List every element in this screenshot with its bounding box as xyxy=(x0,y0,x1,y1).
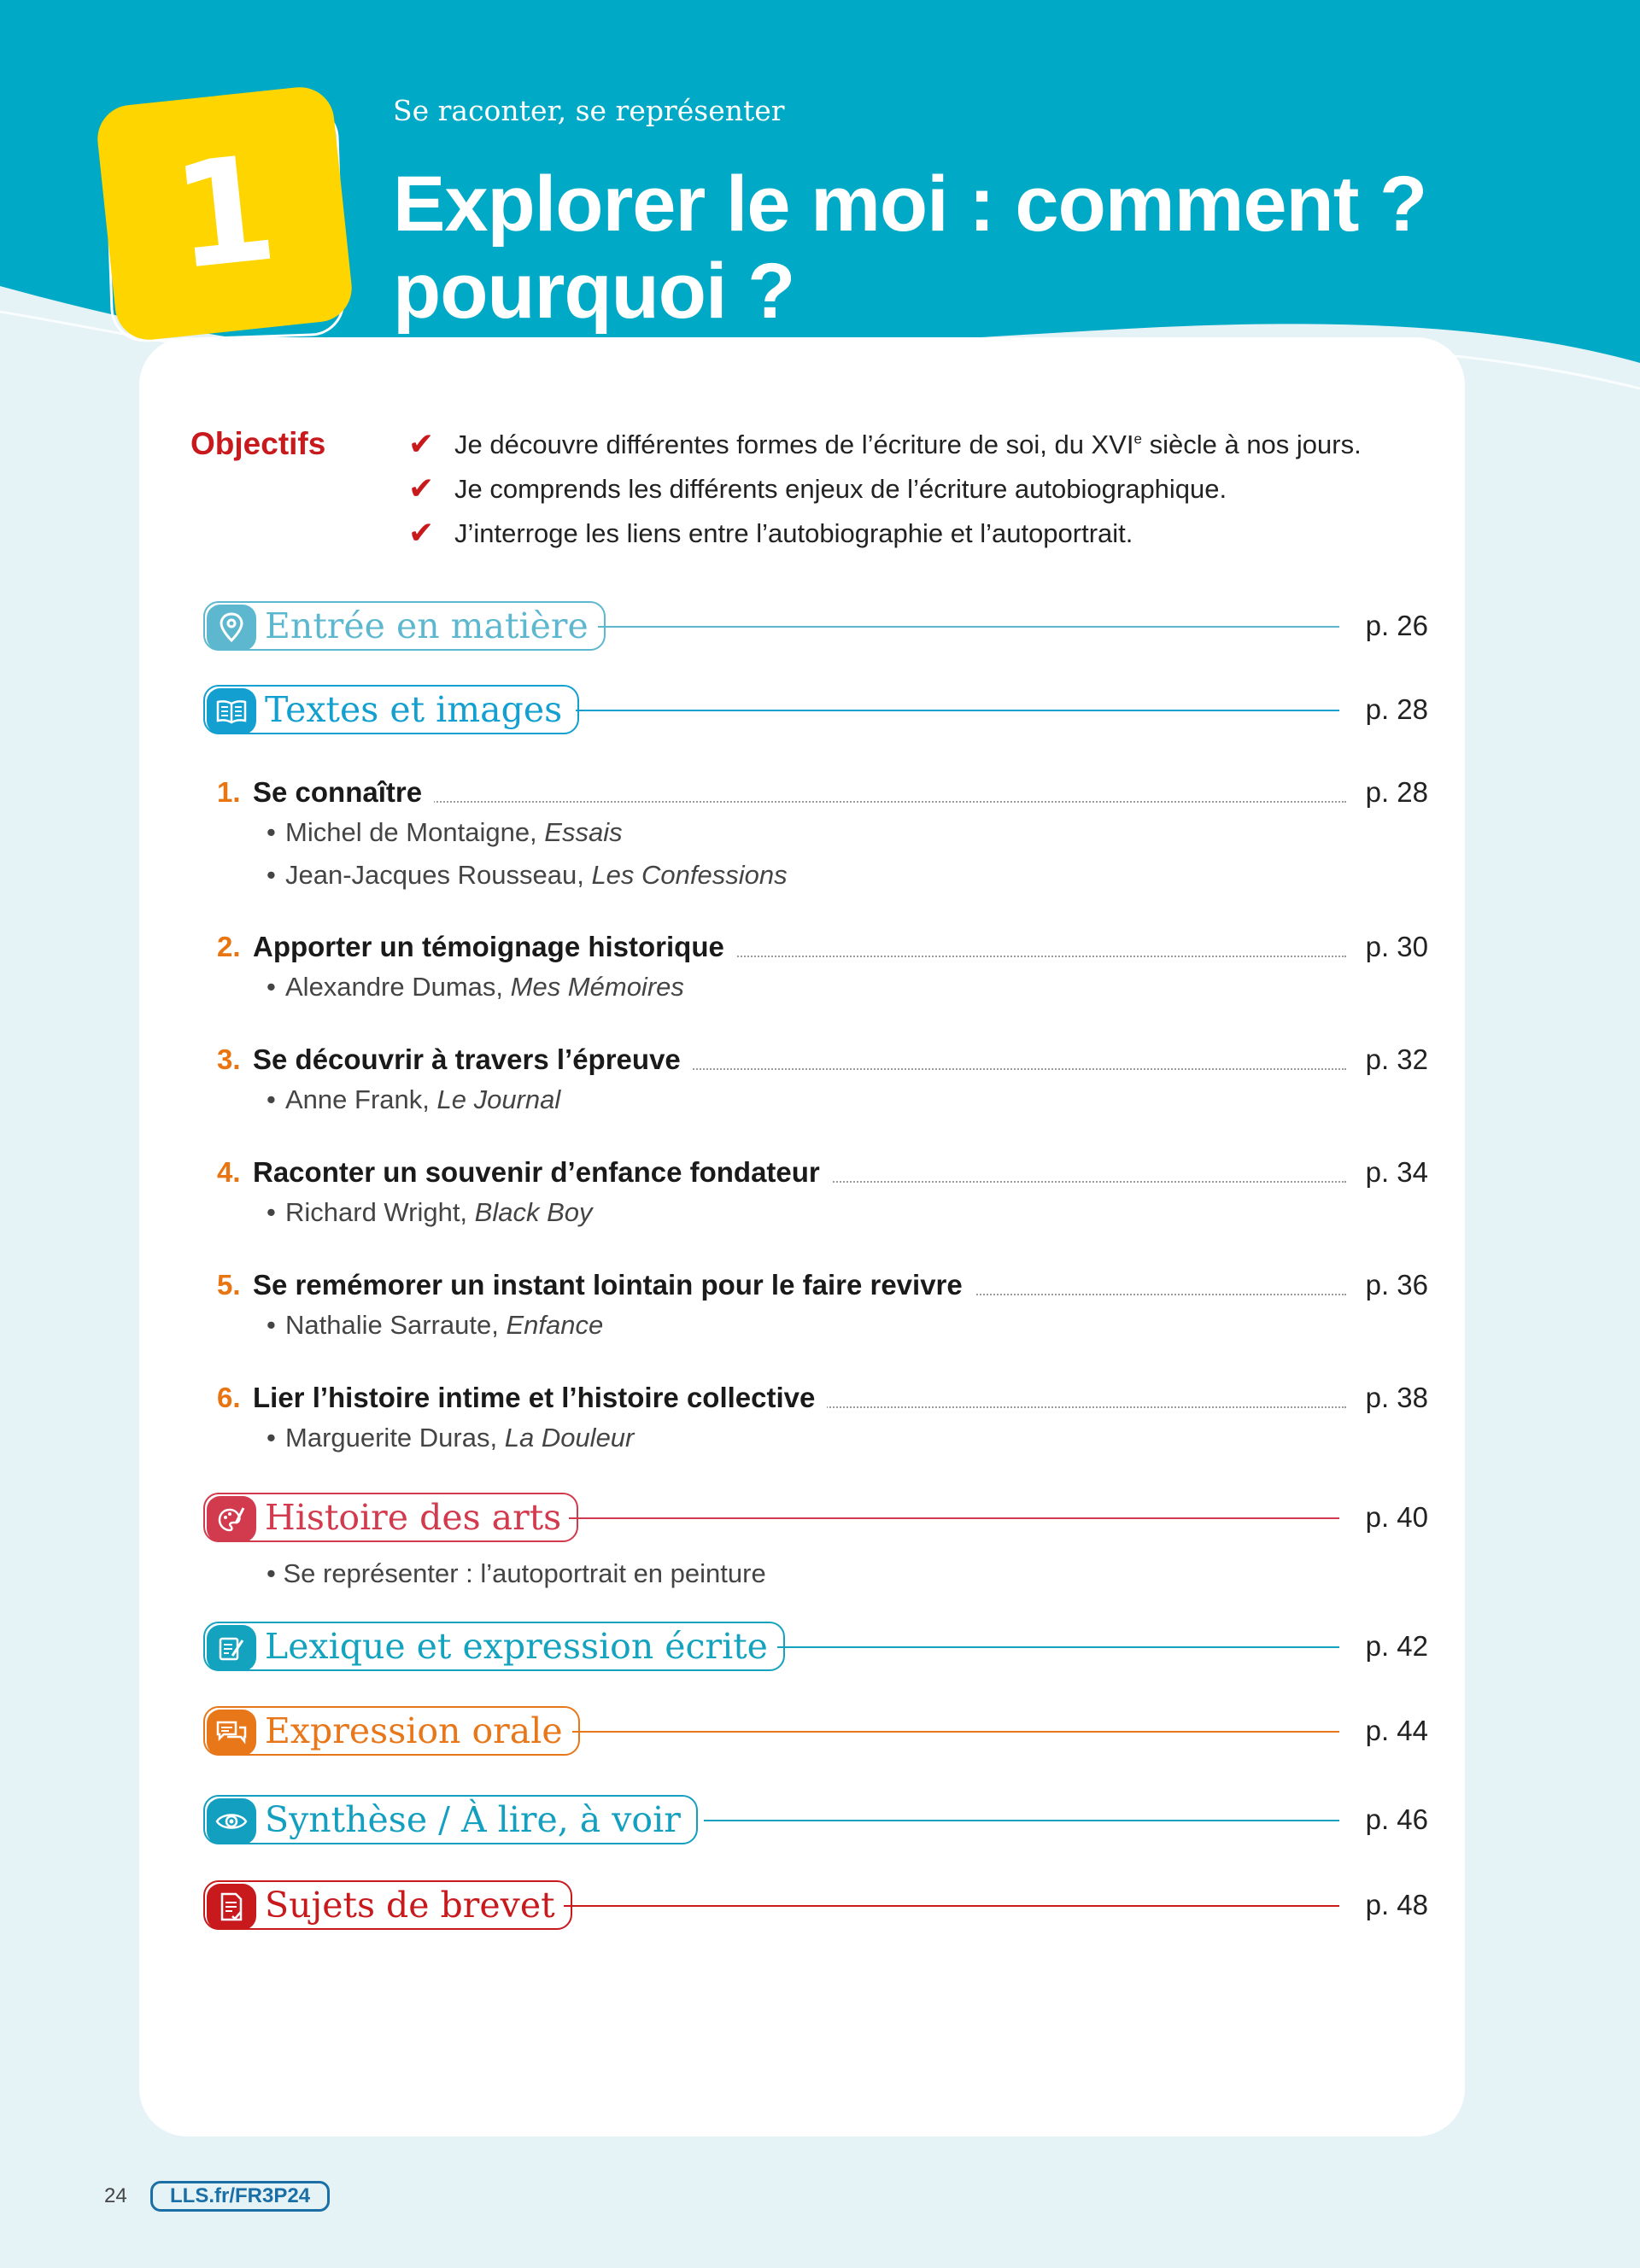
page-ref: p. 44 xyxy=(1365,1715,1428,1746)
section-pill-textes[interactable]: Textes et images xyxy=(203,685,579,734)
entry-title: Raconter un souvenir d’enfance fondateur xyxy=(253,1154,832,1191)
page-ref: p. 48 xyxy=(1365,1889,1428,1920)
section-pill-synthese[interactable]: Synthèse / À lire, à voir xyxy=(203,1795,698,1844)
open-book-icon xyxy=(207,688,256,734)
chapter-title xyxy=(393,161,1426,335)
author-line: • Nathalie Sarraute, Enfance xyxy=(266,1310,604,1340)
toc-section-entree[interactable] xyxy=(203,601,1428,658)
check-icon: ✔ xyxy=(408,516,435,551)
entry-number: 1. xyxy=(217,776,241,808)
palette-icon xyxy=(207,1496,256,1542)
entry-title: Apporter un témoignage historique xyxy=(253,928,736,966)
entry-title: Se découvrir à travers l’épreuve xyxy=(253,1041,693,1078)
page-ref: p. 42 xyxy=(1365,1630,1428,1662)
section-rule xyxy=(564,1905,1339,1907)
entry-number: 5. xyxy=(217,1269,241,1301)
entry-number: 4. xyxy=(217,1156,241,1188)
objective-item: ✔ Je comprends les différents enjeux de l’écriture autobiographique. xyxy=(408,467,1604,511)
chapter-title-line2: pourquoi ? xyxy=(393,248,795,335)
online-link[interactable]: LLS.fr/FR3P24 xyxy=(150,2181,330,2212)
entry-title: Lier l’histoire intime et l’histoire collective xyxy=(253,1379,827,1417)
speech-bubbles-icon xyxy=(207,1710,256,1756)
page-ref: p. 34 xyxy=(1365,1156,1428,1188)
section-pill-orale[interactable]: Expression orale xyxy=(203,1706,580,1756)
entry-title: Se connaître xyxy=(253,774,434,811)
author-line: • Jean-Jacques Rousseau, Les Confessions xyxy=(266,860,788,890)
author-line: • Marguerite Duras, La Douleur xyxy=(266,1423,635,1453)
section-pill-entree[interactable]: Entrée en matière xyxy=(203,601,606,651)
toc-entry-2[interactable] xyxy=(217,928,1428,1008)
chapter-number: 1 xyxy=(165,124,284,303)
entry-number: 3. xyxy=(217,1043,241,1075)
toc-entry-5[interactable] xyxy=(217,1266,1428,1347)
objectives-list xyxy=(408,423,1604,556)
chapter-badge xyxy=(96,84,359,348)
exam-sheet-icon xyxy=(207,1884,256,1930)
page-ref: p. 32 xyxy=(1365,1043,1428,1075)
page-ref: p. 36 xyxy=(1365,1269,1428,1301)
page-ref: p. 28 xyxy=(1365,776,1428,808)
toc-section-synthese[interactable] xyxy=(203,1795,1428,1851)
toc-section-orale[interactable] xyxy=(203,1706,1428,1762)
author-line: • Anne Frank, Le Journal xyxy=(266,1084,561,1114)
page-ref: p. 38 xyxy=(1365,1382,1428,1413)
entry-number: 6. xyxy=(217,1382,241,1413)
section-pill-brevet[interactable]: Sujets de brevet xyxy=(203,1880,572,1930)
check-icon: ✔ xyxy=(408,427,435,462)
toc-section-textes[interactable] xyxy=(203,685,1428,741)
toc-entry-3[interactable] xyxy=(217,1041,1428,1121)
entry-number: 2. xyxy=(217,931,241,962)
map-pin-icon xyxy=(207,605,256,651)
section-rule xyxy=(704,1820,1339,1821)
page-number: 24 xyxy=(104,2184,127,2207)
author-line: • Michel de Montaigne, Essais xyxy=(266,817,623,847)
chapter-supertitle: Se raconter, se représenter xyxy=(393,94,785,127)
toc-entry-6[interactable] xyxy=(217,1379,1428,1459)
toc-section-lexique[interactable] xyxy=(203,1622,1428,1678)
author-line: • Alexandre Dumas, Mes Mémoires xyxy=(266,972,684,1002)
page-ref: p. 46 xyxy=(1365,1803,1428,1835)
toc-entry-1[interactable] xyxy=(217,774,1428,897)
section-rule xyxy=(569,1517,1339,1519)
page-ref: p. 26 xyxy=(1365,610,1428,641)
objective-item: ✔ J’interroge les liens entre l’autobiographie et l’autoportrait. xyxy=(408,511,1604,556)
section-pill-arts[interactable]: Histoire des arts xyxy=(203,1493,578,1542)
check-icon: ✔ xyxy=(408,471,435,506)
entry-title: Se remémorer un instant lointain pour le faire revivre xyxy=(253,1266,975,1304)
arts-subentry: • Se représenter : l’autoportrait en peinture xyxy=(266,1558,766,1588)
eye-icon xyxy=(207,1798,256,1844)
chapter-title-line1: Explorer le moi : comment ? xyxy=(393,161,1427,248)
section-rule xyxy=(572,1731,1339,1733)
page-ref: p. 30 xyxy=(1365,931,1428,962)
section-rule xyxy=(576,710,1339,711)
toc-entry-4[interactable] xyxy=(217,1154,1428,1234)
page-ref: p. 40 xyxy=(1365,1501,1428,1533)
toc-section-brevet[interactable] xyxy=(203,1880,1428,1937)
author-line: • Richard Wright, Black Boy xyxy=(266,1197,593,1227)
objective-item: ✔ Je découvre différentes formes de l’écriture de soi, du XVIe siècle à nos jours. xyxy=(408,423,1604,467)
notepad-pen-icon xyxy=(207,1625,256,1671)
objectives-label: Objectifs xyxy=(190,426,326,461)
section-rule xyxy=(777,1646,1339,1648)
toc-section-arts[interactable] xyxy=(203,1493,1428,1549)
section-pill-lexique[interactable]: Lexique et expression écrite xyxy=(203,1622,785,1671)
section-rule xyxy=(598,626,1339,628)
page-ref: p. 28 xyxy=(1365,693,1428,725)
